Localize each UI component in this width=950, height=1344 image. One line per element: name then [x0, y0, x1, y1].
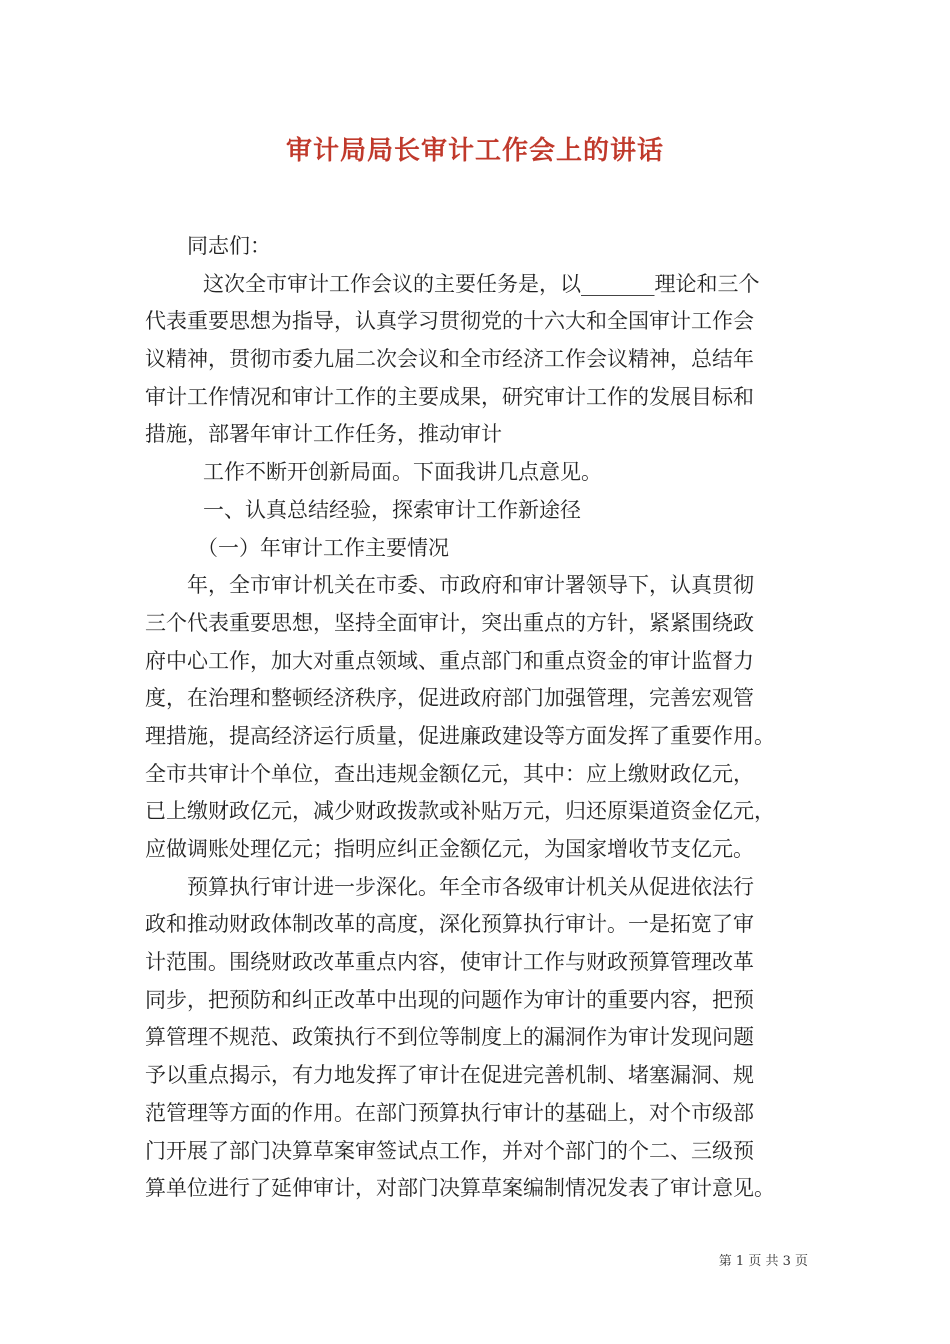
paragraph-line: 这次全市审计工作会议的主要任务是，以_______理论和三个	[203, 271, 760, 296]
paragraph-line: 算单位进行了延伸审计，对部门决算草案编制情况发表了审计意见。	[145, 1176, 775, 1201]
paragraph-line: 工作不断开创新局面。下面我讲几点意见。	[203, 460, 602, 485]
paragraph-line: 措施，部署年审计工作任务，推动审计	[145, 422, 502, 447]
paragraph-line: 三个代表重要思想，坚持全面审计，突出重点的方针，紧紧围绕政	[145, 610, 754, 635]
paragraph-line: 预算执行审计进一步深化。年全市各级审计机关从促进依法行	[187, 874, 754, 899]
salutation-line: 同志们：	[187, 234, 271, 258]
paragraph-line: 度，在治理和整顿经济秩序，促进政府部门加强管理，完善宏观管	[145, 686, 754, 711]
paragraph-line: 代表重要思想为指导，认真学习贯彻党的十六大和全国审计工作会	[145, 309, 754, 334]
paragraph-line: 计范围。围绕财政改革重点内容，使审计工作与财政预算管理改革	[145, 950, 754, 975]
paragraph-line: 应做调账处理亿元；指明应纠正金额亿元，为国家增收节支亿元。	[145, 837, 754, 861]
paragraph-line: 府中心工作，加大对重点领域、重点部门和重点资金的审计监督力	[145, 648, 754, 673]
page-number-footer: 第 1 页 共 3 页	[718, 1254, 808, 1269]
paragraph-line: 范管理等方面的作用。在部门预算执行审计的基础上，对个市级部	[145, 1100, 754, 1125]
paragraph-line: 理措施，提高经济运行质量，促进廉政建设等方面发挥了重要作用。	[145, 723, 775, 748]
section-heading: 一、认真总结经验，探索审计工作新途径	[203, 497, 581, 522]
document-body	[145, 228, 815, 1208]
paragraph-line: 同步，把预防和纠正改革中出现的问题作为审计的重要内容，把预	[145, 987, 754, 1012]
subsection-heading: （一）年审计工作主要情况	[197, 535, 449, 560]
paragraph-line: 全市共审计个单位，查出违规金额亿元，其中：应上缴财政亿元，	[145, 761, 754, 786]
document-title: 审计局局长审计工作会上的讲话	[285, 136, 664, 166]
paragraph-line: 审计工作情况和审计工作的主要成果，研究审计工作的发展目标和	[145, 384, 754, 409]
paragraph-line: 议精神，贯彻市委九届二次会议和全市经济工作会议精神，总结年	[145, 347, 754, 372]
paragraph-line: 算管理不规范、政策执行不到位等制度上的漏洞作为审计发现问题	[145, 1025, 754, 1050]
paragraph-line: 予以重点揭示，有力地发挥了审计在促进完善机制、堵塞漏洞、规	[145, 1063, 754, 1088]
paragraph-line: 年，全市审计机关在市委、市政府和审计署领导下，认真贯彻	[187, 573, 754, 598]
paragraph-line: 门开展了部门决算草案审签试点工作，并对个部门的个二、三级预	[145, 1138, 754, 1163]
paragraph-line: 已上缴财政亿元，减少财政拨款或补贴万元，归还原渠道资金亿元，	[145, 799, 775, 824]
paragraph-line: 政和推动财政体制改革的高度，深化预算执行审计。一是拓宽了审	[145, 912, 754, 937]
